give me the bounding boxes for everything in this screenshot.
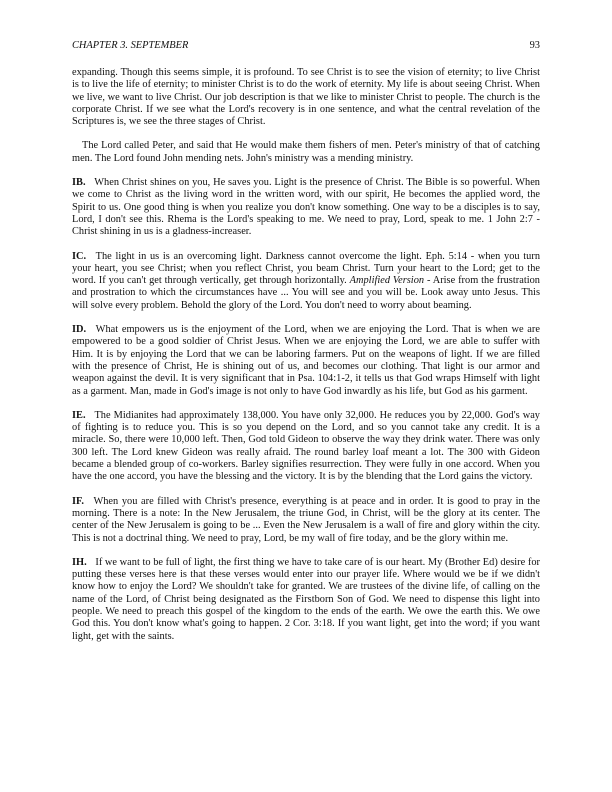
paragraph-text: When you are filled with Christ's presence, everything is at peace and in order. It is good to pray in the morning. There is a note: In the New Jerusalem, the triune God, in Christ, will be the glory at its center. The center of the New Jerusalem is going to be ... Even the New Jerusalem is a wall of fire and glory within the city. This is not a doctrinal thing. We need to pray, Lord, be my wall of fire today, and be the glory within me. (72, 495, 540, 544)
chapter-title: CHAPTER 3. SEPTEMBER (72, 40, 189, 51)
page-number: 93 (529, 40, 540, 51)
paragraph-text: If we want to be full of light, the first thing we have to take care of is our heart. My (Brother Ed) desire for putting these verses here is that these verses would enter into our prayer life. Where would we be if we didn't know how to enjoy the Lord? We shouldn't take for granted. We are trustees of the divine life, of calling on the name of the Lord, of Christ being designated as the Firstborn Son of God. We need to dispense this light into people. We need to preach this gospel of the kingdom to the ends of the earth. We owe the earth this. We owe God this. You don't know what's going to happen. 2 Cor. 3:18. If you want light, get into the word; if you want light, get with the saints. (72, 556, 540, 642)
paragraph-text: The Midianites had approximately 138,000. You have only 32,000. He reduces you by 22,000. God's way of fighting is to reduce you. This is so you depend on the Lord, and so you cannot take any credit. It is a miracle. So, there were 10,000 left. Then, God told Gideon to observe the way they drink water. There was only 300 left. The Lord knew Gideon was really afraid. The round barley loaf meant a lot. The 300 with Gideon became a blended group of co-workers. Barley signifies resurrection. They were fully in one accord. When you have the one accord, you have the blessing and the victory. It is by the blending that the Lord gains the victory. (72, 409, 540, 483)
section-label: IH. (72, 556, 87, 568)
section-label: IC. (72, 250, 87, 262)
paragraph-text: - Arise from the frustration and prostration to which the circumstances have ... You will see and you will be. Look away unto Jesus. This will solve every problem. Behold the glory of the Lord. You don't need to worry about beaming. (72, 275, 540, 311)
paragraph-if (72, 496, 540, 545)
section-label: IE. (72, 409, 86, 421)
paragraph-text: The Lord called Peter, and said that He would make them fishers of men. Peter's ministry of that of catching men. The Lord found John mending nets. John's ministry was a mending ministry. (72, 140, 540, 164)
paragraph-text: When Christ shines on you, He saves you. Light is the presence of Christ. The Bible is so powerful. When we come to Christ as the living word in the written word, with our spirit, He becomes the applied word, the Spirit to us. One good thing is when you realize you don't know something. One way to be a disciples is to say, Lord, I don't see this. Rhema is the Lord's speaking to me. We need to pray, Lord, speak to me. 1 John 2:7 - Christ shining in us is a gladness-increaser. (72, 177, 541, 238)
running-header (72, 40, 540, 52)
paragraph-text: expanding. Though this seems simple, it is profound. To see Christ is to see the vision of eternity; to live Christ is to live the life of eternity; to minister Christ is to do the work of eternity. My life is about seeing Christ. When we live, we want to live Christ. Our job description is that we like to minister Christ to people. The church is the corporate Christ. If we see what the Lord's recovery is in one sentence, and what the central revelation of the Scriptures is, we see the three stages of Christ. (72, 67, 540, 128)
section-label: IF. (72, 495, 85, 507)
emphasis-text: Amplified Version (349, 275, 425, 287)
section-label: ID. (72, 324, 87, 336)
document-page (72, 40, 540, 655)
paragraph-ib (72, 177, 540, 238)
paragraph-ie (72, 410, 540, 484)
paragraph-peter-john (72, 140, 540, 165)
paragraph-ih (72, 557, 540, 643)
paragraph-continuation (72, 67, 540, 128)
section-label: IB. (72, 177, 86, 189)
paragraph-id (72, 324, 540, 398)
paragraph-text: The light in us is an overcoming light. Darkness cannot overcome the light. Eph. 5:14 - when you turn your heart, you see Christ; when you reflect Christ, you beam Christ. Turn your heart to the Lord; get to the word. If you can't get through vertically, get through horizontally. (72, 250, 541, 287)
paragraph-ic (72, 251, 540, 312)
paragraph-text: What empowers us is the enjoyment of the Lord, when we are enjoying the Lord. That is when we are empowered to be a good soldier of Christ Jesus. When we are enjoying the Lord, we are able to suffer with Him. It is by enjoying the Lord that we can be laboring farmers. Put on the weapons of light. If we are filled with the presence of Christ, He is shining out of us, and becomes our clothing. That light is our armor and weapon against the devil. It is very significant that in Psa. 104:1-2, it tells us that God wraps Himself with light as a garment. Man, made in God's image is not only to have God inwardly as his life, but God as his garment. (72, 324, 540, 397)
